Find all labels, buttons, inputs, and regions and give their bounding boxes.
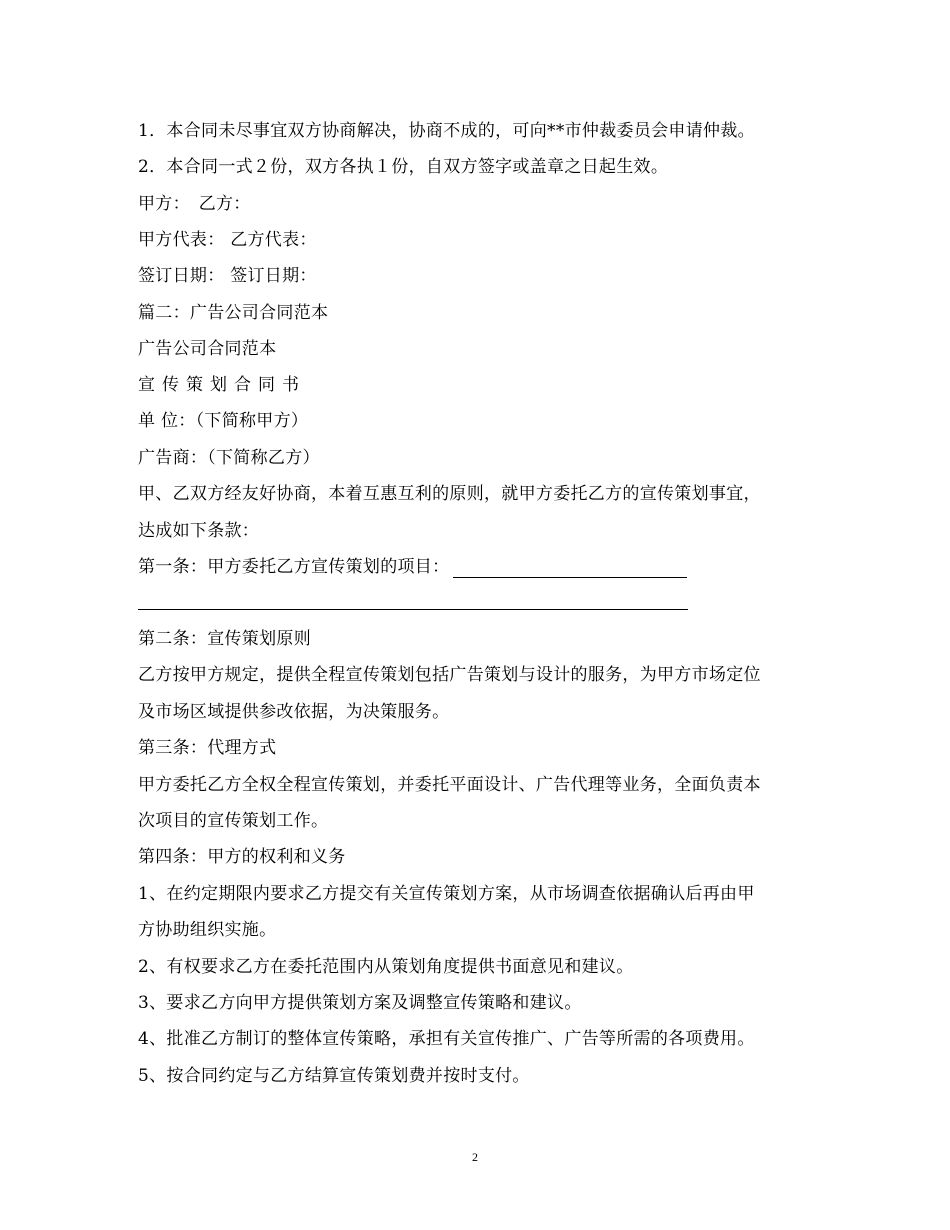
contract-template-title: 广告公司合同范本 (138, 339, 277, 359)
article-2-heading: 第二条：宣传策划原则 (138, 629, 311, 649)
preamble-line-1: 甲、乙双方经友好协商，本着互惠互利的原则，就甲方委托乙方的宣传策划事宜， (138, 484, 761, 504)
signature-representatives: 甲方代表： 乙方代表： (138, 230, 317, 250)
page-number: 2 (472, 1150, 478, 1164)
article-2-body-2: 及市场区域提供参改依据，为决策服务。 (138, 702, 450, 722)
clause-1-arbitration: 1．本合同未尽事宜双方协商解决，协商不成的，可向**市仲裁委员会申请仲裁。 (138, 121, 755, 141)
preamble-line-2: 达成如下条款： (138, 521, 260, 541)
project-blank-line (453, 561, 687, 578)
article-4-heading: 第四条：甲方的权利和义务 (138, 847, 346, 867)
article-4-item-2: 2、有权要求乙方在委托范围内从策划角度提供书面意见和建议。 (138, 957, 634, 977)
party-a-unit: 单 位：（下简称甲方） (138, 411, 309, 431)
article-4-item-1-line-2: 方协助组织实施。 (138, 920, 277, 940)
article-3-body-2: 次项目的宣传策划工作。 (138, 811, 329, 831)
project-blank-rule (138, 609, 688, 610)
article-4-item-3: 3、要求乙方向甲方提供策划方案及调整宣传策略和建议。 (138, 993, 582, 1013)
clause-2-copies: 2．本合同一式２份，双方各执１份，自双方签字或盖章之日起生效。 (138, 157, 669, 177)
article-2-body-1: 乙方按甲方规定，提供全程宣传策划包括广告策划与设计的服务，为甲方市场定位 (138, 665, 761, 685)
party-b-advertiser: 广告商：（下简称乙方） (138, 448, 320, 468)
contract-title: 宣传策划合同书 (138, 375, 306, 395)
article-3-heading: 第三条：代理方式 (138, 738, 277, 758)
signature-parties: 甲方： 乙方： (138, 194, 251, 214)
signature-dates: 签订日期： 签订日期： (138, 266, 317, 286)
section-heading-part-two: 篇二：广告公司合同范本 (138, 303, 329, 323)
article-4-item-4: 4、批准乙方制订的整体宣传策略，承担有关宣传推广、广告等所需的各项费用。 (138, 1029, 755, 1049)
article-1-label: 第一条：甲方委托乙方宣传策划的项目： (138, 557, 450, 577)
article-4-item-5: 5、按合同约定与乙方结算宣传策划费并按时支付。 (138, 1066, 530, 1086)
article-3-body-1: 甲方委托乙方全权全程宣传策划，并委托平面设计、广告代理等业务，全面负责本 (138, 775, 761, 795)
article-1-project (138, 556, 687, 578)
article-4-item-1-line-1: 1、在约定期限内要求乙方提交有关宣传策划方案，从市场调查依据确认后再由甲 (138, 884, 755, 904)
